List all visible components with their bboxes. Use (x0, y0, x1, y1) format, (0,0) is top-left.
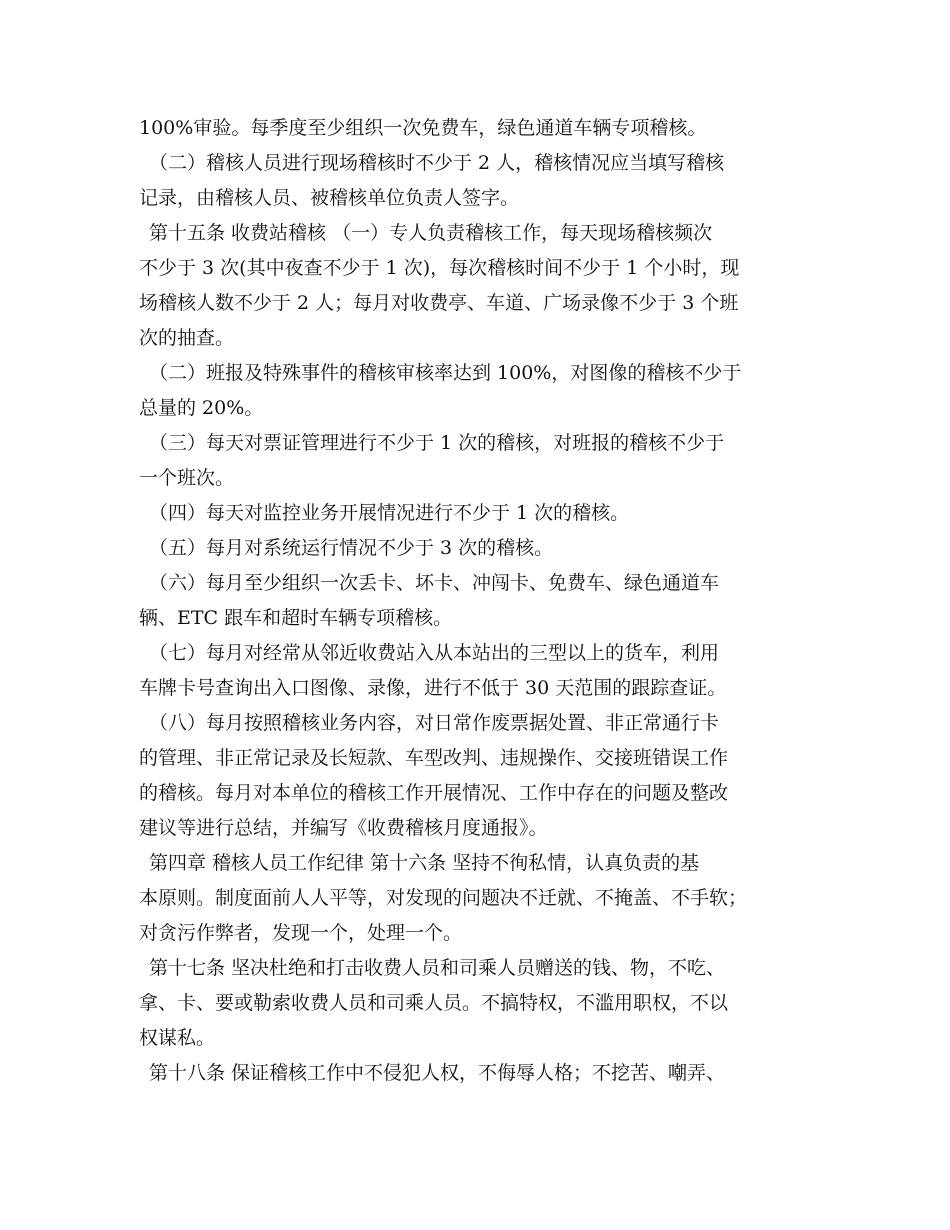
document-body (139, 111, 829, 1091)
text-line: 建议等进行总结，并编写《收费稽核月度通报》。 (139, 817, 548, 839)
text-line: 第四章 稽核人员工作纪律 第十六条 坚持不徇私情，认真负责的基 (149, 852, 700, 874)
text-line: 不少于 3 次(其中夜查不少于 1 次)，每次稽核时间不少于 1 个小时，现 (139, 257, 740, 279)
text-line: 辆、ETC 跟车和超时车辆专项稽核。 (139, 607, 453, 629)
text-line: （二）稽核人员进行现场稽核时不少于 2 人，稽核情况应当填写稽核 (149, 152, 725, 174)
text-line: 拿、卡、要或勒索收费人员和司乘人员。不搞特权，不滥用职权，不以 (139, 992, 729, 1014)
text-line: 本原则。制度面前人人平等，对发现的问题决不迁就、不掩盖、不手软； (139, 887, 748, 909)
text-line: 第十七条 坚决杜绝和打击收费人员和司乘人员赠送的钱、物，不吃、 (149, 957, 726, 979)
text-line: 一个班次。 (139, 467, 235, 489)
text-line: 权谋私。 (139, 1027, 216, 1049)
text-line: 100%审验。每季度至少组织一次免费车，绿色通道车辆专项稽核。 (139, 117, 707, 139)
text-line: （八）每月按照稽核业务内容，对日常作废票据处置、非正常通行卡 (149, 712, 720, 734)
text-line: 的稽核。每月对本单位的稽核工作开展情况、工作中存在的问题及整改 (139, 782, 729, 804)
text-line: 的管理、非正常记录及长短款、车型改判、违规操作、交接班错误工作 (139, 747, 729, 769)
text-line: （五）每月对系统运行情况不少于 3 次的稽核。 (149, 537, 554, 559)
text-line: （二）班报及特殊事件的稽核审核率达到 100%，对图像的稽核不少于 (149, 362, 742, 384)
text-line: 次的抽查。 (139, 327, 235, 349)
text-line: 场稽核人数不少于 2 人；每月对收费亭、车道、广场录像不少于 3 个班 (139, 292, 739, 314)
text-line: 车牌卡号查询出入口图像、录像，进行不低于 30 天范围的跟踪查证。 (139, 677, 727, 699)
text-line: （四）每天对监控业务开展情况进行不少于 1 次的稽核。 (149, 502, 630, 524)
text-line: 记录，由稽核人员、被稽核单位负责人签字。 (139, 187, 520, 209)
text-line: 第十五条 收费站稽核 （一）专人负责稽核工作，每天现场稽核频次 (149, 222, 713, 244)
text-line: 总量的 20%。 (139, 397, 264, 419)
text-line: （三）每天对票证管理进行不少于 1 次的稽核，对班报的稽核不少于 (149, 432, 725, 454)
text-line: （七）每月对经常从邻近收费站入从本站出的三型以上的货车，利用 (149, 642, 720, 664)
text-line: 对贪污作弊者，发现一个，处理一个。 (139, 922, 463, 944)
text-line: （六）每月至少组织一次丢卡、坏卡、冲闯卡、免费车、绿色通道车 (149, 572, 720, 594)
text-line: 第十八条 保证稽核工作中不侵犯人权，不侮辱人格；不挖苦、嘲弄、 (149, 1062, 726, 1084)
